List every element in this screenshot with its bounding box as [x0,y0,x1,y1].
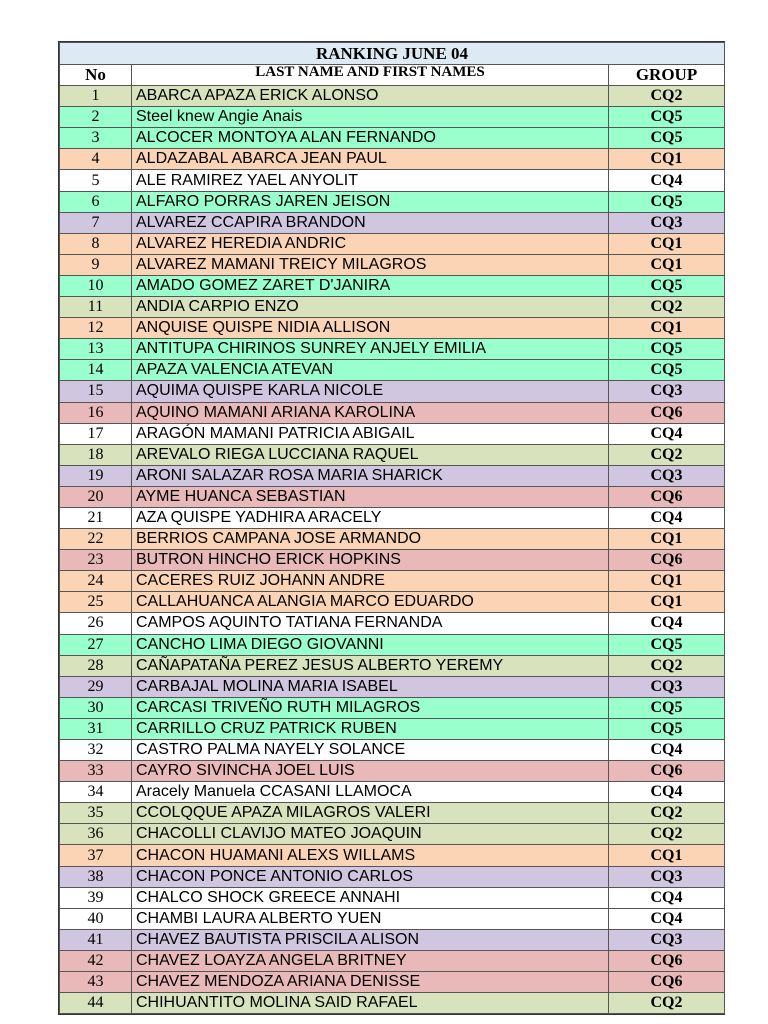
group-code: CQ2 [609,655,725,676]
student-name: CASTRO PALMA NAYELY SOLANCE [132,740,609,761]
row-number: 36 [60,824,132,845]
row-number: 7 [60,212,132,233]
student-name: ANQUISE QUISPE NIDIA ALLISON [132,318,609,339]
group-code: CQ2 [609,86,725,107]
student-name: CARCASI TRIVEÑO RUTH MILAGROS [132,697,609,718]
student-name: CACERES RUIZ JOHANN ANDRE [132,571,609,592]
table-row [60,718,725,739]
student-name: ALVAREZ CCAPIRA BRANDON [132,212,609,233]
row-number: 18 [60,444,132,465]
group-code: CQ4 [609,887,725,908]
header-name: LAST NAME AND FIRST NAMES [132,65,609,86]
group-code: CQ2 [609,444,725,465]
student-name: ALE RAMIREZ YAEL ANYOLIT [132,170,609,191]
table-row [60,866,725,887]
ranking-table [59,42,725,1014]
table-row [60,507,725,528]
student-name: ABARCA APAZA ERICK ALONSO [132,86,609,107]
header-group: GROUP [609,65,725,86]
row-number: 19 [60,465,132,486]
student-name: Steel knew Angie Anais [132,107,609,128]
row-number: 25 [60,592,132,613]
student-name: CHAVEZ LOAYZA ANGELA BRITNEY [132,950,609,971]
table-row [60,170,725,191]
group-code: CQ1 [609,254,725,275]
student-name: CHAMBI LAURA ALBERTO YUEN [132,908,609,929]
group-code: CQ5 [609,191,725,212]
student-name: AREVALO RIEGA LUCCIANA RAQUEL [132,444,609,465]
group-code: CQ6 [609,761,725,782]
row-number: 43 [60,972,132,993]
table-row [60,297,725,318]
group-code: CQ6 [609,950,725,971]
table-row [60,993,725,1014]
group-code: CQ5 [609,107,725,128]
row-number: 30 [60,697,132,718]
row-number: 26 [60,613,132,634]
row-number: 42 [60,950,132,971]
table-row [60,360,725,381]
table-row [60,950,725,971]
group-code: CQ4 [609,423,725,444]
header-no: No [60,65,132,86]
student-name: CAYRO SIVINCHA JOEL LUIS [132,761,609,782]
row-number: 9 [60,254,132,275]
row-number: 39 [60,887,132,908]
row-number: 4 [60,149,132,170]
group-code: CQ1 [609,571,725,592]
group-code: CQ1 [609,233,725,254]
row-number: 8 [60,233,132,254]
ranking-sheet [58,41,725,1015]
group-code: CQ4 [609,507,725,528]
table-row [60,339,725,360]
student-name: AYME HUANCA SEBASTIAN [132,486,609,507]
group-code: CQ6 [609,402,725,423]
row-number: 1 [60,86,132,107]
table-row [60,592,725,613]
row-number: 12 [60,318,132,339]
group-code: CQ2 [609,993,725,1014]
header-row [60,65,725,86]
student-name: Aracely Manuela CCASANI LLAMOCA [132,782,609,803]
row-number: 38 [60,866,132,887]
group-code: CQ5 [609,128,725,149]
row-number: 44 [60,993,132,1014]
table-row [60,782,725,803]
row-number: 13 [60,339,132,360]
row-number: 2 [60,107,132,128]
table-row [60,486,725,507]
student-name: CHACON PONCE ANTONIO CARLOS [132,866,609,887]
group-code: CQ1 [609,149,725,170]
student-name: ALVAREZ MAMANI TREICY MILAGROS [132,254,609,275]
table-row [60,465,725,486]
student-name: BUTRON HINCHO ERICK HOPKINS [132,550,609,571]
group-code: CQ1 [609,318,725,339]
table-row [60,233,725,254]
table-row [60,191,725,212]
student-name: AQUIMA QUISPE KARLA NICOLE [132,381,609,402]
table-row [60,824,725,845]
student-name: BERRIOS CAMPANA JOSE ARMANDO [132,529,609,550]
group-code: CQ5 [609,697,725,718]
table-row [60,275,725,296]
student-name: ANDIA CARPIO ENZO [132,297,609,318]
student-name: CHAVEZ BAUTISTA PRISCILA ALISON [132,929,609,950]
row-number: 17 [60,423,132,444]
row-number: 20 [60,486,132,507]
group-code: CQ4 [609,170,725,191]
row-number: 35 [60,803,132,824]
row-number: 22 [60,529,132,550]
table-row [60,212,725,233]
row-number: 16 [60,402,132,423]
row-number: 10 [60,275,132,296]
row-number: 31 [60,718,132,739]
sheet-title: RANKING JUNE 04 [60,43,725,65]
table-row [60,845,725,866]
table-row [60,529,725,550]
table-row [60,381,725,402]
group-code: CQ5 [609,718,725,739]
table-row [60,761,725,782]
student-name: CARBAJAL MOLINA MARIA ISABEL [132,676,609,697]
student-name: APAZA VALENCIA ATEVAN [132,360,609,381]
table-row [60,550,725,571]
row-number: 15 [60,381,132,402]
student-name: CAÑAPATAÑA PEREZ JESUS ALBERTO YEREMY [132,655,609,676]
table-row [60,740,725,761]
student-name: ARAGÓN MAMANI PATRICIA ABIGAIL [132,423,609,444]
table-row [60,929,725,950]
row-number: 6 [60,191,132,212]
row-number: 11 [60,297,132,318]
row-number: 37 [60,845,132,866]
student-name: ANTITUPA CHIRINOS SUNREY ANJELY EMILIA [132,339,609,360]
table-row [60,86,725,107]
group-code: CQ4 [609,782,725,803]
student-name: CALLAHUANCA ALANGIA MARCO EDUARDO [132,592,609,613]
group-code: CQ1 [609,529,725,550]
table-row [60,613,725,634]
group-code: CQ2 [609,824,725,845]
table-row [60,444,725,465]
row-number: 32 [60,740,132,761]
student-name: CHAVEZ MENDOZA ARIANA DENISSE [132,972,609,993]
group-code: CQ1 [609,845,725,866]
student-name: ARONI SALAZAR ROSA MARIA SHARICK [132,465,609,486]
group-code: CQ4 [609,908,725,929]
table-row [60,318,725,339]
table-row [60,254,725,275]
student-name: CHALCO SHOCK GREECE ANNAHI [132,887,609,908]
group-code: CQ5 [609,339,725,360]
group-code: CQ5 [609,634,725,655]
student-name: AZA QUISPE YADHIRA ARACELY [132,507,609,528]
student-name: CARRILLO CRUZ PATRICK RUBEN [132,718,609,739]
table-row [60,655,725,676]
table-row [60,676,725,697]
student-name: AMADO GOMEZ ZARET D'JANIRA [132,275,609,296]
group-code: CQ6 [609,550,725,571]
group-code: CQ2 [609,297,725,318]
table-row [60,634,725,655]
student-name: CANCHO LIMA DIEGO GIOVANNI [132,634,609,655]
row-number: 24 [60,571,132,592]
group-code: CQ3 [609,676,725,697]
group-code: CQ1 [609,592,725,613]
group-code: CQ2 [609,803,725,824]
row-number: 14 [60,360,132,381]
row-number: 41 [60,929,132,950]
group-code: CQ3 [609,866,725,887]
row-number: 33 [60,761,132,782]
student-name: CHACON HUAMANI ALEXS WILLAMS [132,845,609,866]
row-number: 23 [60,550,132,571]
group-code: CQ5 [609,275,725,296]
row-number: 27 [60,634,132,655]
student-name: CHACOLLI CLAVIJO MATEO JOAQUIN [132,824,609,845]
table-row [60,803,725,824]
student-name: ALCOCER MONTOYA ALAN FERNANDO [132,128,609,149]
table-row [60,128,725,149]
table-row [60,149,725,170]
table-row [60,423,725,444]
group-code: CQ3 [609,212,725,233]
group-code: CQ5 [609,360,725,381]
group-code: CQ3 [609,465,725,486]
group-code: CQ3 [609,381,725,402]
title-row [60,43,725,65]
group-code: CQ3 [609,929,725,950]
student-name: AQUINO MAMANI ARIANA KAROLINA [132,402,609,423]
group-code: CQ6 [609,972,725,993]
student-name: CHIHUANTITO MOLINA SAID RAFAEL [132,993,609,1014]
table-row [60,887,725,908]
row-number: 34 [60,782,132,803]
row-number: 5 [60,170,132,191]
group-code: CQ6 [609,486,725,507]
row-number: 21 [60,507,132,528]
table-row [60,571,725,592]
table-row [60,697,725,718]
student-name: ALDAZABAL ABARCA JEAN PAUL [132,149,609,170]
table-row [60,402,725,423]
group-code: CQ4 [609,740,725,761]
student-name: ALVAREZ HEREDIA ANDRIC [132,233,609,254]
group-code: CQ4 [609,613,725,634]
student-name: CAMPOS AQUINTO TATIANA FERNANDA [132,613,609,634]
table-row [60,908,725,929]
student-name: CCOLQQUE APAZA MILAGROS VALERI [132,803,609,824]
row-number: 40 [60,908,132,929]
table-row [60,107,725,128]
row-number: 3 [60,128,132,149]
row-number: 29 [60,676,132,697]
row-number: 28 [60,655,132,676]
student-name: ALFARO PORRAS JAREN JEISON [132,191,609,212]
table-row [60,972,725,993]
